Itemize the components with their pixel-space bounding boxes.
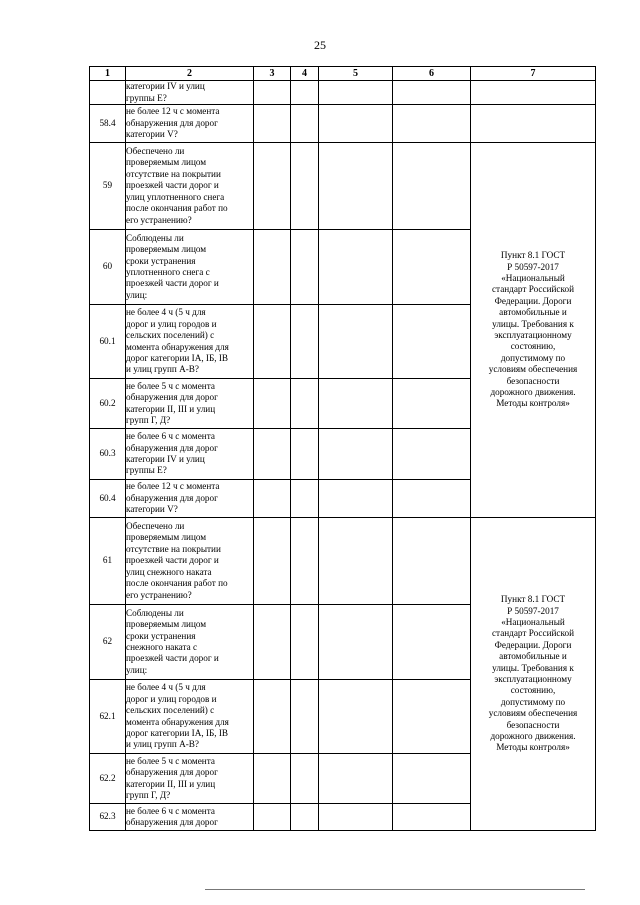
cell-col-6 (393, 480, 471, 518)
cell-col-5 (319, 480, 393, 518)
requirement-text: не более 4 ч (5 ч для дорог и улиц городов и сельских поселений) с момента обнаружения для дорог категории IA, IБ, IB и улиц групп А-В? (126, 680, 254, 754)
cell-col-4 (291, 143, 319, 230)
cell-col-4 (291, 81, 319, 105)
regulatory-reference: Пункт 8.1 ГОСТ Р 50597-2017 «Национальный стандарт Российской Федерации. Дороги автомобильные и улицы. Требования к эксплуатационному состоянию, допустимому по условиям обеспечения безопасности дорожного движения. Методы контроля» (471, 518, 596, 831)
table-row (90, 105, 596, 143)
cell-col-6 (393, 81, 471, 105)
requirement-text: не более 12 ч с момента обнаружения для дорог категории V? (126, 480, 254, 518)
header-col-5: 5 (319, 67, 393, 81)
cell-col-4 (291, 429, 319, 480)
table-row (90, 518, 596, 605)
cell-col-3 (254, 429, 291, 480)
cell-col-3 (254, 230, 291, 305)
row-number: 58.4 (90, 105, 126, 143)
row-number: 62.3 (90, 804, 126, 831)
table-row (90, 143, 596, 230)
cell-col-3 (254, 305, 291, 379)
header-col-3: 3 (254, 67, 291, 81)
cell-col-3 (254, 804, 291, 831)
cell-col-5 (319, 379, 393, 429)
cell-col-5 (319, 680, 393, 754)
cell-col-5 (319, 143, 393, 230)
requirement-text: не более 6 ч с момента обнаружения для дорог (126, 804, 254, 831)
cell-col-4 (291, 680, 319, 754)
requirement-text: не более 6 ч с момента обнаружения для дорог категории IV и улиц группы Е? (126, 429, 254, 480)
cell-col-5 (319, 81, 393, 105)
cell-col-3 (254, 680, 291, 754)
cell-col-3 (254, 480, 291, 518)
row-number: 62 (90, 605, 126, 680)
cell-col-6 (393, 804, 471, 831)
cell-col-3 (254, 81, 291, 105)
requirement-text: Соблюдены ли проверяемым лицом сроки устранения уплотненного снега с проезжей части дорог и улиц: (126, 230, 254, 305)
requirement-text: Соблюдены ли проверяемым лицом сроки устранения снежного наката с проезжей части дорог и улиц: (126, 605, 254, 680)
cell-col-4 (291, 605, 319, 680)
cell-col-3 (254, 605, 291, 680)
cell-col-6 (393, 379, 471, 429)
cell-col-6 (393, 105, 471, 143)
header-col-6: 6 (393, 67, 471, 81)
requirement-text: не более 5 ч с момента обнаружения для дорог категории II, III и улиц групп Г, Д? (126, 754, 254, 804)
cell-col-3 (254, 379, 291, 429)
cell-col-6 (393, 143, 471, 230)
requirement-text: не более 12 ч с момента обнаружения для дорог категории V? (126, 105, 254, 143)
row-number: 60 (90, 230, 126, 305)
cell-col-4 (291, 105, 319, 143)
header-col-4: 4 (291, 67, 319, 81)
cell-col-6 (393, 754, 471, 804)
regulatory-reference: Пункт 8.1 ГОСТ Р 50597-2017 «Национальный стандарт Российской Федерации. Дороги автомобильные и улицы. Требования к эксплуатационному состоянию, допустимому по условиям обеспечения безопасности дорожного движения. Методы контроля» (471, 143, 596, 518)
row-number: 60.3 (90, 429, 126, 480)
row-number: 60.1 (90, 305, 126, 379)
row-number: 61 (90, 518, 126, 605)
cell-col-4 (291, 518, 319, 605)
cell-col-6 (393, 230, 471, 305)
cell-col-5 (319, 804, 393, 831)
row-number: 62.2 (90, 754, 126, 804)
cell-col-4 (291, 379, 319, 429)
cell-col-6 (393, 518, 471, 605)
header-row (90, 67, 596, 81)
cell-col-5 (319, 605, 393, 680)
cell-col-4 (291, 305, 319, 379)
cell-col-5 (319, 305, 393, 379)
row-number: 60.2 (90, 379, 126, 429)
inspection-checklist-table (89, 66, 596, 831)
scan-edge-line (205, 889, 585, 890)
row-number: 62.1 (90, 680, 126, 754)
cell-col-3 (254, 105, 291, 143)
requirement-text: не более 4 ч (5 ч для дорог и улиц городов и сельских поселений) с момента обнаружения для дорог категории IA, IБ, IB и улиц групп А-В? (126, 305, 254, 379)
cell-col-6 (393, 605, 471, 680)
requirement-text: Обеспечено ли проверяемым лицом отсутствие на покрытии проезжей части дорог и улиц уплотненного снега после окончания работ по его устранению? (126, 143, 254, 230)
cell-col-3 (254, 754, 291, 804)
header-col-1: 1 (90, 67, 126, 81)
requirement-text: не более 5 ч с момента обнаружения для дорог категории II, III и улиц групп Г, Д? (126, 379, 254, 429)
cell-col-5 (319, 429, 393, 480)
cell-col-4 (291, 480, 319, 518)
cell-col-7 (471, 81, 596, 105)
row-number: 60.4 (90, 480, 126, 518)
cell-col-3 (254, 143, 291, 230)
row-number: 59 (90, 143, 126, 230)
cell-col-6 (393, 429, 471, 480)
requirement-text: категории IV и улиц группы Е? (126, 81, 254, 105)
header-col-7: 7 (471, 67, 596, 81)
cell-col-4 (291, 804, 319, 831)
cell-col-7 (471, 105, 596, 143)
cell-col-5 (319, 230, 393, 305)
requirement-text: Обеспечено ли проверяемым лицом отсутствие на покрытии проезжей части дорог и улиц снежного наката после окончания работ по его устранению? (126, 518, 254, 605)
cell-col-6 (393, 680, 471, 754)
header-col-2: 2 (126, 67, 254, 81)
table-row (90, 81, 596, 105)
cell-col-4 (291, 230, 319, 305)
cell-col-5 (319, 754, 393, 804)
row-number (90, 81, 126, 105)
cell-col-5 (319, 105, 393, 143)
page-number: 25 (314, 38, 326, 52)
cell-col-3 (254, 518, 291, 605)
cell-col-4 (291, 754, 319, 804)
cell-col-6 (393, 305, 471, 379)
cell-col-5 (319, 518, 393, 605)
